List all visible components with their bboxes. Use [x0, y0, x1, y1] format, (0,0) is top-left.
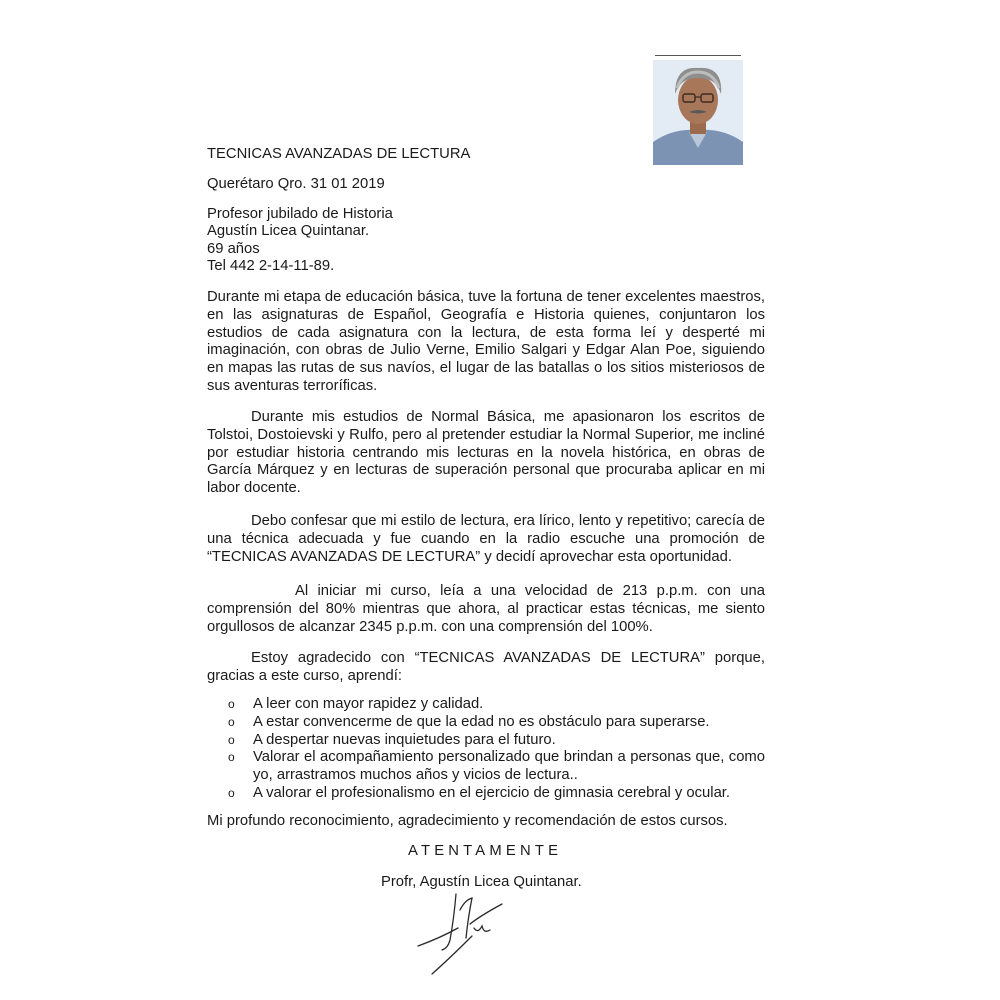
paragraph-3: Debo confesar que mi estilo de lectura, era lírico, lento y repetitivo; carecía de una técnica adecuada y fue cuando en la radio escuche una promoción de “TECNICAS AVANZADAS DE LECTURA” y decidí aprovechar esta oportunidad.	[207, 513, 765, 565]
list-item-text: A estar convencerme de que la edad no es obstáculo para superarse.	[253, 713, 710, 730]
list-item-text: Valorar el acompañamiento personalizado que brindan a personas que, como yo, arrastramos muchos años y vicios de lectura..	[253, 749, 765, 784]
sign-off: ATENTAMENTE	[408, 843, 563, 859]
author-portrait-photo	[653, 60, 743, 165]
bullet-marker: o	[228, 697, 235, 711]
list-item	[228, 714, 765, 732]
list-item-text: A valorar el profesionalismo en el ejercicio de gimnasia cerebral y ocular.	[253, 784, 731, 801]
list-item	[228, 696, 765, 714]
list-item	[228, 749, 765, 785]
handwritten-signature	[410, 888, 520, 978]
list-item	[228, 785, 765, 803]
author-phone: Tel 442 2-14-11-89.	[207, 258, 335, 275]
photo-top-rule	[655, 55, 741, 56]
signer-name: Profr, Agustín Licea Quintanar.	[381, 874, 582, 890]
paragraph-4: Al iniciar mi curso, leía a una velocidad de 213 p.p.m. con una comprensión del 80% mientras que ahora, al practicar estas técnicas, me siento orgullosos de alcanzar 2345 p.p.m. con una comprensión del 100%.	[207, 583, 765, 635]
learned-list	[228, 696, 765, 803]
list-item-text: A leer con mayor rapidez y calidad.	[253, 696, 484, 712]
paragraph-1: Durante mi etapa de educación básica, tuve la fortuna de tener excelentes maestros, en las asignaturas de Español, Geografía e Historia quienes, conjuntaron los estudios de cada asignatura con la lectura, de esta forma leí y desperté mi imaginación, con obras de Julio Verne, Emilio Salgari y Edgar Alan Poe, siguiendo en mapas las rutas de sus navíos, el lugar de las batallas o los sitios misteriosos de sus aventuras terroríficas.	[207, 289, 765, 394]
list-item	[228, 732, 765, 750]
bullet-marker: o	[228, 714, 235, 729]
author-role: Profesor jubilado de Historia	[207, 206, 393, 222]
paragraph-5: Estoy agradecido con “TECNICAS AVANZADAS DE LECTURA” porque, gracias a este curso, aprendí:	[207, 650, 765, 684]
bullet-marker: o	[228, 732, 235, 747]
place-date: Querétaro Qro. 31 01 2019	[207, 176, 385, 192]
bullet-marker: o	[228, 785, 235, 800]
letter-title: TECNICAS AVANZADAS DE LECTURA	[207, 146, 471, 162]
bullet-marker: o	[228, 750, 235, 765]
closing-thanks: Mi profundo reconocimiento, agradecimiento y recomendación de estos cursos.	[207, 813, 728, 829]
author-age: 69 años	[207, 240, 260, 257]
author-name: Agustín Licea Quintanar.	[207, 223, 370, 240]
list-item-text: A despertar nuevas inquietudes para el futuro.	[253, 731, 556, 748]
paragraph-2: Durante mis estudios de Normal Básica, me apasionaron los escritos de Tolstoi, Dostoievski y Rulfo, pero al pretender estudiar la Normal Superior, me incliné por estudiar historia centrando mis lecturas en la novela histórica, en obras de García Márquez y en lecturas de superación personal que procuraba aplicar en mi labor docente.	[207, 409, 765, 497]
